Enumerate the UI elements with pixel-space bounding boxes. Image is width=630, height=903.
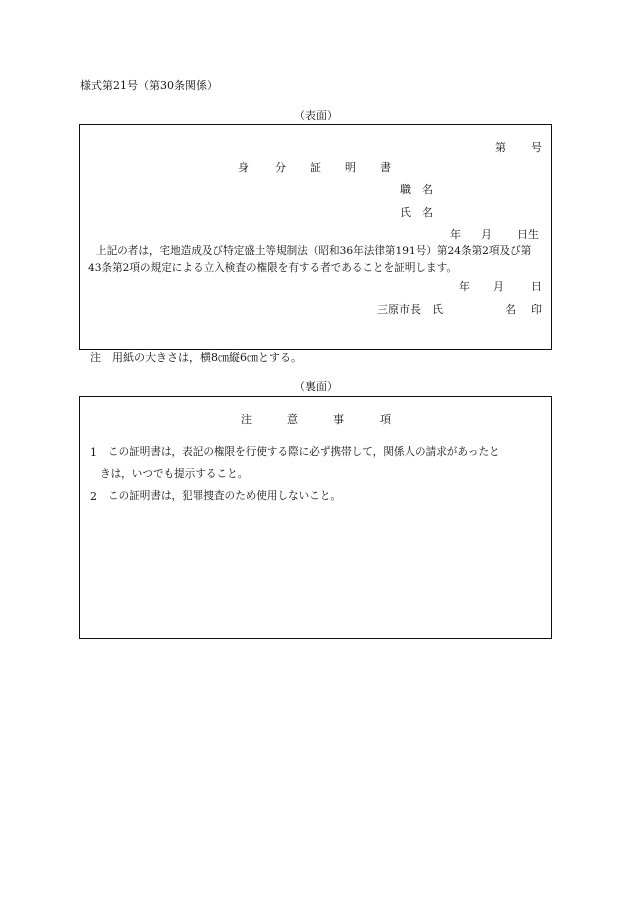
note-item-number: 1 [90, 446, 97, 459]
certificate-number-label: 第 [495, 141, 506, 154]
issue-day: 日 [531, 280, 542, 293]
certificate-title-char: 身 [238, 161, 249, 174]
back-card [79, 396, 552, 639]
issue-month: 月 [493, 280, 504, 293]
issuer-name-label: 名 [505, 303, 516, 316]
note-item-text: この証明書は，表記の権限を行使する際に必ず携帯して，関係人の請求があったと [108, 446, 500, 458]
name-label: 氏 名 [400, 206, 433, 219]
front-caption: （表面） [294, 109, 338, 122]
notes-heading-char: 事 [333, 413, 344, 426]
back-caption: （裏面） [294, 380, 338, 393]
seal-label: 印 [531, 303, 542, 316]
certificate-body-line: 上記の者は，宅地造成及び特定盛土等規制法（昭和36年法律第191号）第24条第2項及び第 [96, 245, 532, 257]
certificate-title-char: 証 [310, 161, 321, 174]
certificate-title-char: 明 [345, 161, 356, 174]
certificate-title-char: 書 [380, 161, 391, 174]
note-item-text: この証明書は，犯罪捜査のため使用しないこと。 [108, 490, 342, 502]
birth-year: 年 [450, 228, 461, 241]
notes-heading-char: 注 [241, 413, 252, 426]
certificate-number-suffix: 号 [531, 141, 542, 154]
birth-month: 月 [481, 228, 492, 241]
certificate-title-char: 分 [275, 161, 286, 174]
notes-heading-char: 項 [380, 413, 391, 426]
paper-size-note: 注 用紙の大きさは，横8㎝縦6㎝とする。 [90, 351, 302, 364]
issue-year: 年 [459, 280, 470, 293]
position-label: 職 名 [400, 183, 433, 196]
certificate-body-line: 43条第2項の規定による立入検査の権限を有する者であることを証明します。 [88, 262, 457, 274]
note-item-text: きは，いつでも提示すること。 [100, 468, 249, 480]
notes-heading-char: 意 [287, 413, 298, 426]
issuer-label: 三原市長 氏 [377, 303, 443, 316]
note-item-number: 2 [90, 490, 97, 503]
birth-day: 日生 [517, 228, 539, 241]
form-number: 様式第21号（第30条関係） [80, 79, 218, 92]
